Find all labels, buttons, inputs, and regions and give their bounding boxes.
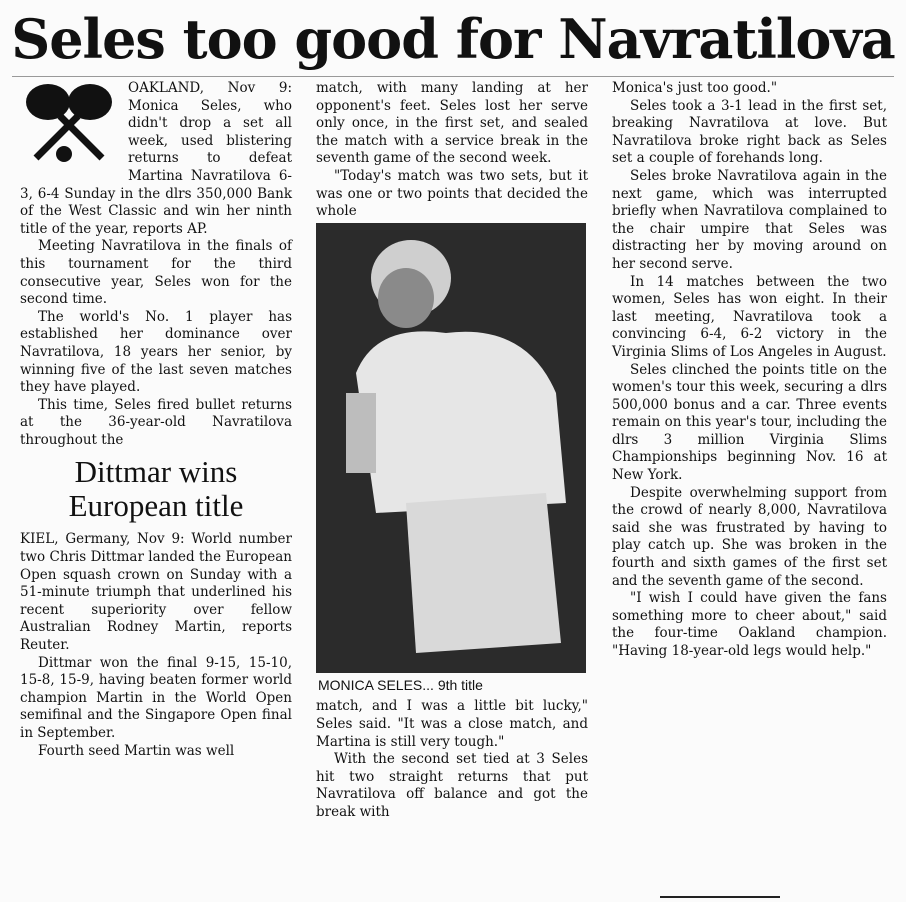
column-2 — [316, 80, 588, 822]
paragraph: match, with many landing at her opponent's feet. Seles lost her serve only once, in the first set, and sealed the match with a service break in the seventh game of the second week. — [316, 80, 588, 167]
crossed-rackets-icon — [20, 80, 118, 164]
paragraph: match, and I was a little bit lucky," Seles said. "It was a close match, and Martina is still very tough." — [316, 698, 588, 750]
column-3 — [612, 80, 887, 661]
paragraph: Meeting Navratilova in the finals of this tournament for the third consecutive year, Seles won for the second time. — [20, 238, 292, 308]
column-1 — [20, 80, 292, 760]
headline: Seles too good for Navratilova — [11, 7, 895, 71]
paragraph: KIEL, Germany, Nov 9: World number two Chris Dittmar landed the European Open squash crown on Sunday with a 51-minute triumph that underlined his recent superiority over fellow Australian Rodney Martin, reports Reuter. — [20, 531, 292, 654]
subheadline: Dittmar wins European title — [68, 454, 244, 524]
divider — [12, 76, 894, 77]
paragraph: The world's No. 1 player has established her dominance over Navratilova, 18 years her senior, by winning five of the last seven matches they have played. — [20, 308, 292, 396]
paragraph: Seles broke Navratilova again in the next game, which was interrupted briefly when Navratilova complained to the chair umpire that Seles was distracting her by moving around on her second serve. — [612, 167, 887, 272]
paragraph: This time, Seles fired bullet returns at the 36-year-old Navratilova throughout the — [20, 396, 292, 448]
article-lead: OAKLAND, Nov 9: Monica Seles, who didn't drop a set all week, used blistering returns to defeat Martina Navratilova 6-3, 6-4 Sunday in the dlrs 350,000 Bank of the West Classic and win her ninth title of the year, reports AP. — [20, 80, 292, 237]
paragraph: "Today's match was two sets, but it was one or two points that decided the whole — [316, 167, 588, 220]
paragraph: Fourth seed Martin was well — [38, 742, 235, 759]
paragraph: "I wish I could have given the fans something more to cheer about," said the four-time Oakland champion. "Having 18-year-old legs would help." — [612, 590, 887, 659]
photo-caption: MONICA SELES... 9th title — [318, 676, 483, 693]
player-silhouette — [316, 223, 586, 673]
paragraph: Despite overwhelming support from the crowd of nearly 8,000, Navratilova said she was frustrated by having to play catch up. She was broken in the fourth and sixth games of the first set and the seventh game of the second. — [612, 484, 887, 589]
end-rule — [660, 896, 780, 898]
player-photo — [316, 223, 586, 673]
paragraph: With the second set tied at 3 Seles hit two straight returns that put Navratilova off balance and got the break with — [316, 751, 588, 820]
paragraph: Monica's just too good." — [612, 80, 778, 96]
paragraph: Seles took a 3-1 lead in the first set, breaking Navratilova at love. But Navratilova broke right back as Seles set a couple of forehands long. — [612, 97, 887, 167]
paragraph: Dittmar won the final 9-15, 15-10, 15-8, 15-9, having beaten former world champion Martin in the World Open semifinal and the Singapore Open final in September. — [20, 654, 292, 741]
paragraph: Seles clinched the points title on the women's tour this week, securing a dlrs 500,000 bonus and a car. Three events remain on this year's tour, including the dlrs 3 million Virginia Slims Championships beginning Nov. 16 at New York. — [612, 361, 887, 484]
paragraph: In 14 matches between the two women, Seles has won eight. In their last meeting, Navratilova took a convincing 6-4, 6-2 victory in the Virginia Slims of Los Angeles in August. — [612, 273, 887, 360]
